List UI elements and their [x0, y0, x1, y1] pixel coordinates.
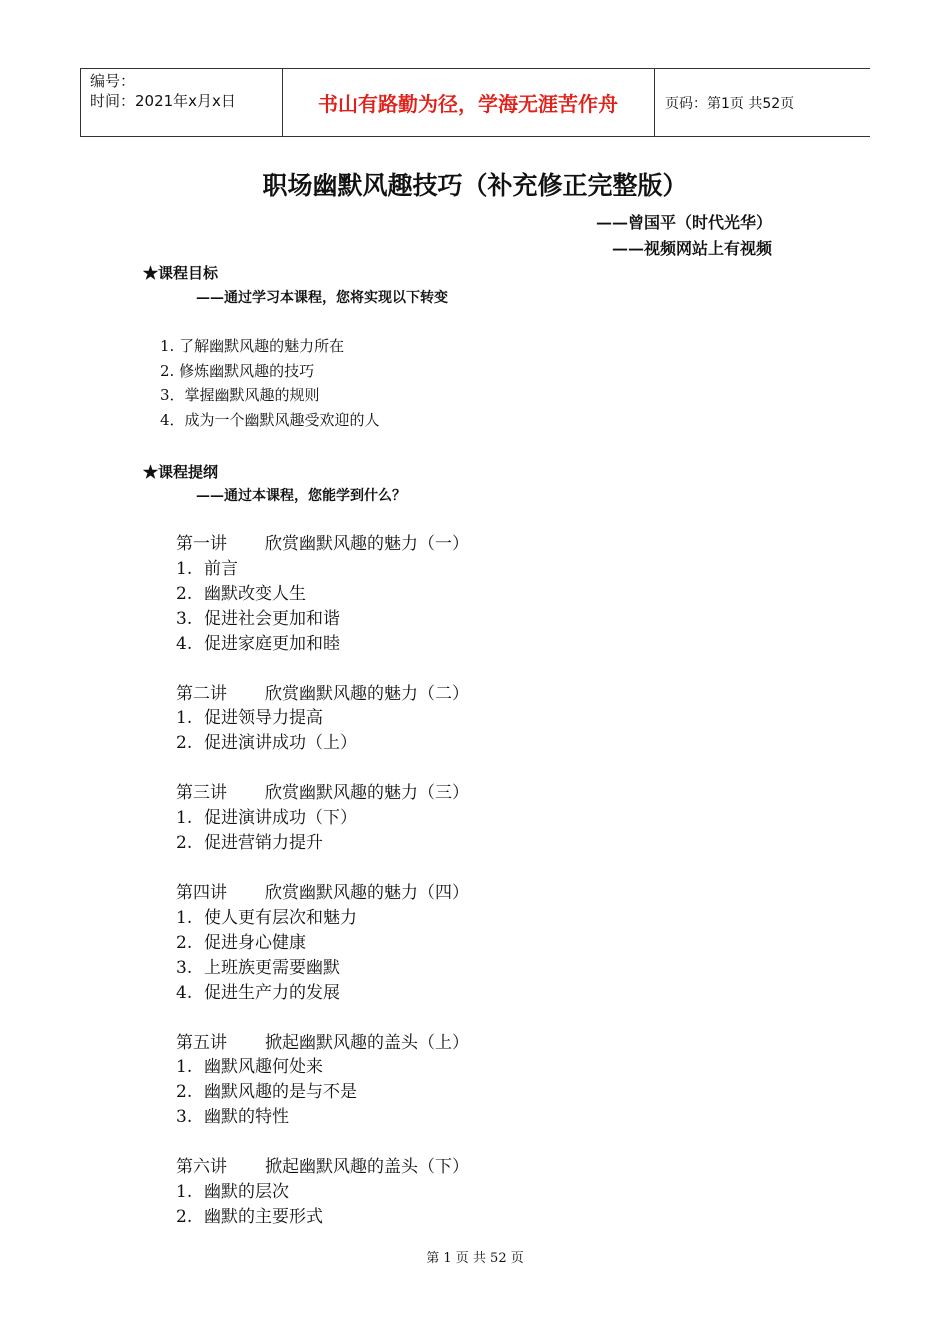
lecture-item-text: 促进演讲成功（上） [204, 733, 357, 754]
lecture-item [176, 831, 469, 856]
lecture-item [176, 582, 469, 607]
lecture-item-text: 幽默的特性 [204, 1107, 289, 1128]
lecture-item [176, 981, 469, 1006]
lecture-item-number: 3. [176, 1107, 193, 1128]
lecture-item-text: 促进家庭更加和睦 [204, 633, 340, 654]
time-label: 时间：2021年x月x日 [90, 92, 236, 110]
lecture-block [176, 781, 469, 856]
lecture-item-number: 2. [176, 1206, 193, 1227]
document-header [80, 68, 870, 137]
lecture-block [176, 532, 469, 657]
lecture-item [176, 1205, 469, 1230]
lecture-item [176, 557, 469, 582]
outline-subheading: ——通过本课程，您能学到什么？ [196, 488, 406, 504]
number-label: 编号： [90, 72, 136, 90]
outline-heading: ★课程提纲 [143, 463, 219, 481]
goals-heading: ★课程目标 [143, 264, 219, 282]
lecture-item [176, 906, 469, 931]
lecture-item-number: 2. [176, 583, 193, 604]
lecture-item [176, 956, 469, 981]
lecture-title: 欣赏幽默风趣的魅力（四） [265, 882, 469, 903]
lecture-item-number: 1. [176, 708, 193, 729]
lecture-item-number: 4. [176, 982, 193, 1003]
lecture-item-number: 2. [176, 833, 193, 854]
lecture-item-text: 幽默的层次 [204, 1182, 289, 1203]
lecture-block [176, 1155, 469, 1230]
goals-subheading: ——通过学习本课程，您将实现以下转变 [196, 290, 448, 306]
page-footer: 第 1 页 共 52 页 [426, 1251, 524, 1266]
lecture-item [176, 1055, 469, 1080]
lecture-item-text: 使人更有层次和魅力 [204, 907, 357, 928]
goals-list [160, 334, 380, 433]
lecture-title: 掀起幽默风趣的盖头（上） [265, 1032, 469, 1053]
lecture-heading [176, 881, 469, 906]
lecture-title: 欣赏幽默风趣的魅力（三） [265, 783, 469, 804]
lecture-item [176, 706, 469, 731]
lecture-item-number: 2. [176, 932, 193, 953]
lecture-label: 第六讲 [176, 1157, 227, 1178]
lecture-item-number: 1. [176, 907, 193, 928]
lecture-label: 第三讲 [176, 783, 227, 804]
lecture-item-text: 幽默风趣何处来 [204, 1057, 323, 1078]
lecture-block [176, 682, 469, 757]
lecture-item-number: 1. [176, 808, 193, 829]
lecture-heading [176, 532, 469, 557]
lecture-block [176, 881, 469, 1006]
lecture-heading [176, 682, 469, 707]
lecture-item-text: 促进社会更加和谐 [204, 608, 340, 629]
lecture-title: 掀起幽默风趣的盖头（下） [265, 1157, 469, 1178]
lecture-item-number: 4. [176, 633, 193, 654]
lecture-item-text: 幽默的主要形式 [204, 1206, 323, 1227]
lecture-item-text: 幽默改变人生 [204, 583, 306, 604]
goal-item: 3．掌握幽默风趣的规则 [160, 386, 320, 405]
author-line-2: ——视频网站上有视频 [612, 239, 773, 258]
lecture-heading [176, 1155, 469, 1180]
lecture-item [176, 1180, 469, 1205]
goal-item: 1. 了解幽默风趣的魅力所在 [160, 337, 345, 355]
lecture-item-number: 3. [176, 957, 193, 978]
header-border-left [80, 69, 81, 136]
lecture-item [176, 607, 469, 632]
goal-item: 4．成为一个幽默风趣受欢迎的人 [160, 411, 380, 430]
lecture-item-text: 幽默风趣的是与不是 [204, 1082, 357, 1103]
lecture-item [176, 1105, 469, 1130]
lecture-item-text: 上班族更需要幽默 [204, 957, 340, 978]
lecture-heading [176, 1031, 469, 1056]
lecture-item-number: 2. [176, 1082, 193, 1103]
lecture-label: 第二讲 [176, 683, 227, 704]
lecture-item-number: 1. [176, 1057, 193, 1078]
lecture-item-number: 2. [176, 733, 193, 754]
lecture-title: 欣赏幽默风趣的魅力（二） [265, 683, 469, 704]
motto: 书山有路勤为径，学海无涯苦作舟 [318, 92, 618, 116]
lecture-item-number: 1. [176, 1182, 193, 1203]
lecture-label: 第一讲 [176, 534, 227, 554]
header-divider-2 [654, 69, 655, 136]
lecture-item-number: 1. [176, 558, 193, 579]
lecture-item-text: 促进演讲成功（下） [204, 808, 357, 829]
lecture-item [176, 1080, 469, 1105]
lecture-item [176, 731, 469, 756]
lecture-item-text: 促进身心健康 [204, 932, 306, 953]
lecture-item-text: 促进营销力提升 [204, 833, 323, 854]
document-title: 职场幽默风趣技巧（补充修正完整版） [262, 171, 688, 200]
lecture-title: 欣赏幽默风趣的魅力（一） [265, 534, 469, 554]
lecture-list [176, 532, 469, 1255]
lecture-item-text: 促进生产力的发展 [204, 982, 340, 1003]
lecture-item [176, 931, 469, 956]
goal-item: 2. 修炼幽默风趣的技巧 [160, 361, 315, 380]
lecture-item-number: 3. [176, 608, 193, 629]
lecture-item-text: 前言 [204, 558, 238, 579]
author-line-1: ——曾国平（时代光华） [596, 213, 773, 232]
page-info: 页码：第1页 共52页 [665, 96, 795, 112]
lecture-heading [176, 781, 469, 806]
header-meta [90, 71, 236, 111]
lecture-item [176, 806, 469, 831]
lecture-label: 第四讲 [176, 882, 227, 903]
lecture-label: 第五讲 [176, 1032, 227, 1053]
lecture-item-text: 促进领导力提高 [204, 708, 323, 729]
lecture-block [176, 1031, 469, 1131]
lecture-item [176, 632, 469, 657]
